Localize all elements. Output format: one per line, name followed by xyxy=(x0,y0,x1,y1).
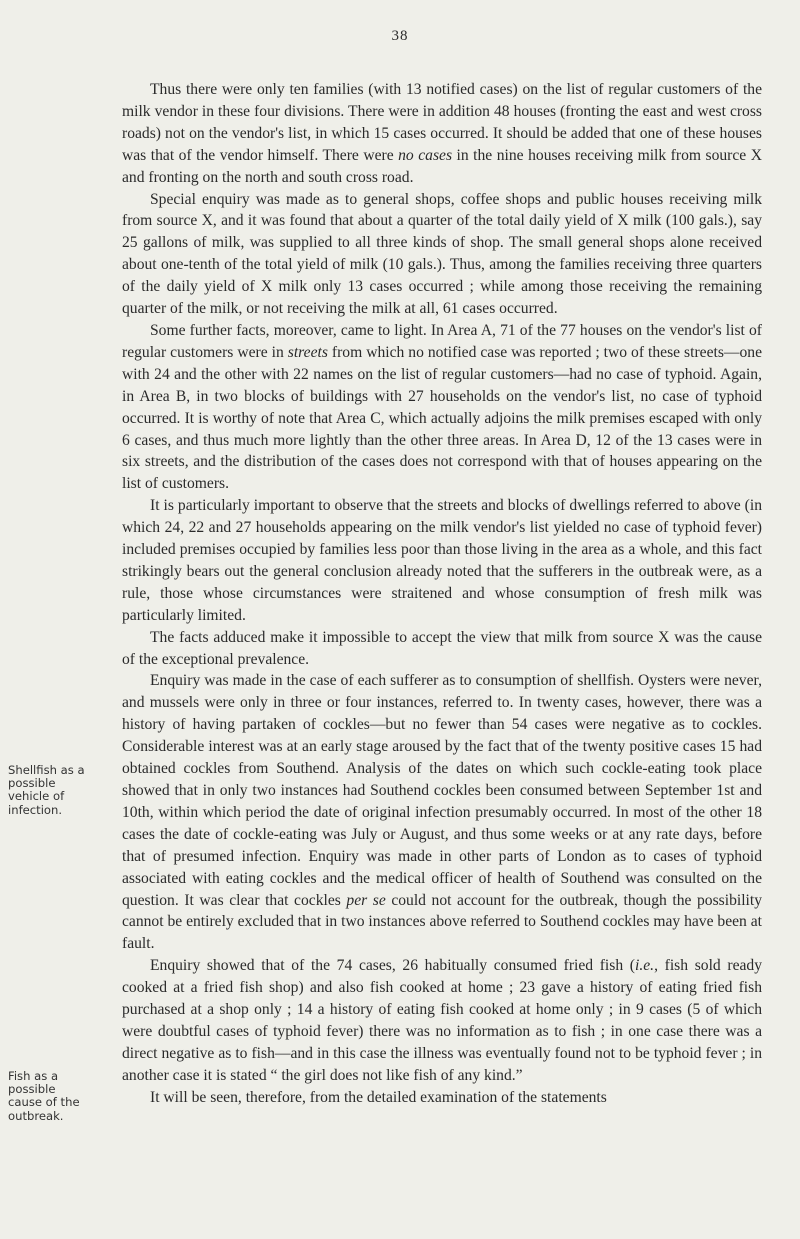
margin-note-line: outbreak. xyxy=(8,1108,64,1123)
paragraph: The facts adduced make it impossible to accept the view that milk from source X was the cause of the exceptional prevalence. xyxy=(122,628,762,668)
paragraph: Thus there were only ten families (with 13 notified cases) on the list of regular customers of the milk vendor in these four divisions. There were in addition 48 houses (fronting the east and west cross roads) not on the vendor's list, in which 15 cases occurred. It should be added that one of these houses was that of the vendor himself. There were no cases in the nine houses receiving milk from source X and fronting on the north and south cross road. xyxy=(122,81,762,186)
emphasis: per se xyxy=(346,891,386,909)
body-text xyxy=(122,79,762,1109)
margin-note-line: vehicle of xyxy=(8,789,65,804)
margin-note-line: possible xyxy=(8,776,56,791)
margin-note-shellfish xyxy=(8,764,123,817)
margin-note-line: possible xyxy=(8,1082,56,1097)
margin-note-line: Fish as a xyxy=(8,1069,59,1083)
margin-note-fish xyxy=(8,1070,123,1123)
paragraph: Enquiry was made in the case of each sufferer as to consumption of shellfish. Oysters were never, and mussels were only in three or four instances, referred to. In twenty cases, however, there was a history of having partaken of cockles—but no fewer than 54 cases were negative as to cockles. Considerable interest was at an early stage aroused by the fact that of the twenty positive cases 15 had obtained cockles from Southend. Analysis of the dates on which such cockle-eating took place showed that in only two instances had Southend cockles been consumed between September 1st and 10th, within which period the date of original infection presumably occurred. In most of the other 18 cases the date of cockle-eating was July or August, and thus some weeks or at any rate days, before that of presumed infection. Enquiry was made in other parts of London as to cases of typhoid associated with eating cockles and the medical officer of health of Southend was consulted on the question. It was clear that cockles per se could not account for the outbreak, though the possibility cannot be entirely excluded that in two instances above referred to Southend cockles may have been at fault. xyxy=(122,672,762,953)
paragraph: Special enquiry was made as to general shops, coffee shops and public houses receiving milk from source X, and it was found that about a quarter of the total daily yield of X milk (100 gals.), say 25 gallons of milk, was supplied to all three kinds of shop. The small general shops alone received about one-tenth of the total yield of milk (10 gals.). Thus, among the families receiving three quarters of the daily yield of X milk only 13 cases occurred ; while among those receiving the remaining quarter of the milk, or not receiving the milk at all, 61 cases occurred. xyxy=(122,190,762,318)
emphasis: i.e. xyxy=(635,957,655,975)
paragraph: Enquiry showed that of the 74 cases, 26 habitually consumed fried fish (i.e., fish sold ready cooked at a fried fish shop) and also fish cooked at home ; 23 gave a history of eating fried fish purchased at a shop only ; 14 a history of eating fish cooked at home only ; in 9 cases (5 of which were doubtful cases of typhoid fever) there was no information as to fish ; in one case there was a direct negative as to fish—and in this case the illness was eventually found not to be typhoid fever ; in another case it is stated “ the girl does not like fish of any kind.” xyxy=(122,957,762,1084)
margin-note-line: Shellfish as a xyxy=(8,763,85,777)
paragraph: Some further facts, moreover, came to light. In Area A, 71 of the 77 houses on the vendor's list of regular customers were in streets from which no notified case was reported ; two of these streets—one with 24 and the other with 22 names on the list of regular customers—had no case of typhoid. Again, in Area B, in two blocks of buildings with 27 households on the vendor's list, no case of typhoid occurred. It is worthy of note that Area C, which actually adjoins the milk premises escaped with only 6 cases, and thus much more lightly than the other three areas. In Area D, 12 of the 13 cases were in six streets, and the distribution of the cases does not correspond with that of houses appearing on the list of customers. xyxy=(122,321,763,493)
page-number: 38 xyxy=(391,28,409,44)
paragraph: It is particularly important to observe that the streets and blocks of dwellings referred to above (in which 24, 22 and 27 households appearing on the milk vendor's list yielded no case of typhoid fever) included premises occupied by families less poor than those living in the area as a whole, and this fact strikingly bears out the general conclusion already noted that the sufferers in the outbreak were, as a rule, those whose circumstances were straitened and whose consumption of fresh milk was particularly limited. xyxy=(122,497,762,624)
margin-note-line: cause of the xyxy=(8,1095,80,1110)
margin-note-line: infection. xyxy=(8,802,63,817)
paragraph: It will be seen, therefore, from the detailed examination of the statements xyxy=(150,1088,607,1106)
emphasis: no cases xyxy=(398,146,453,164)
emphasis: streets xyxy=(287,343,328,361)
